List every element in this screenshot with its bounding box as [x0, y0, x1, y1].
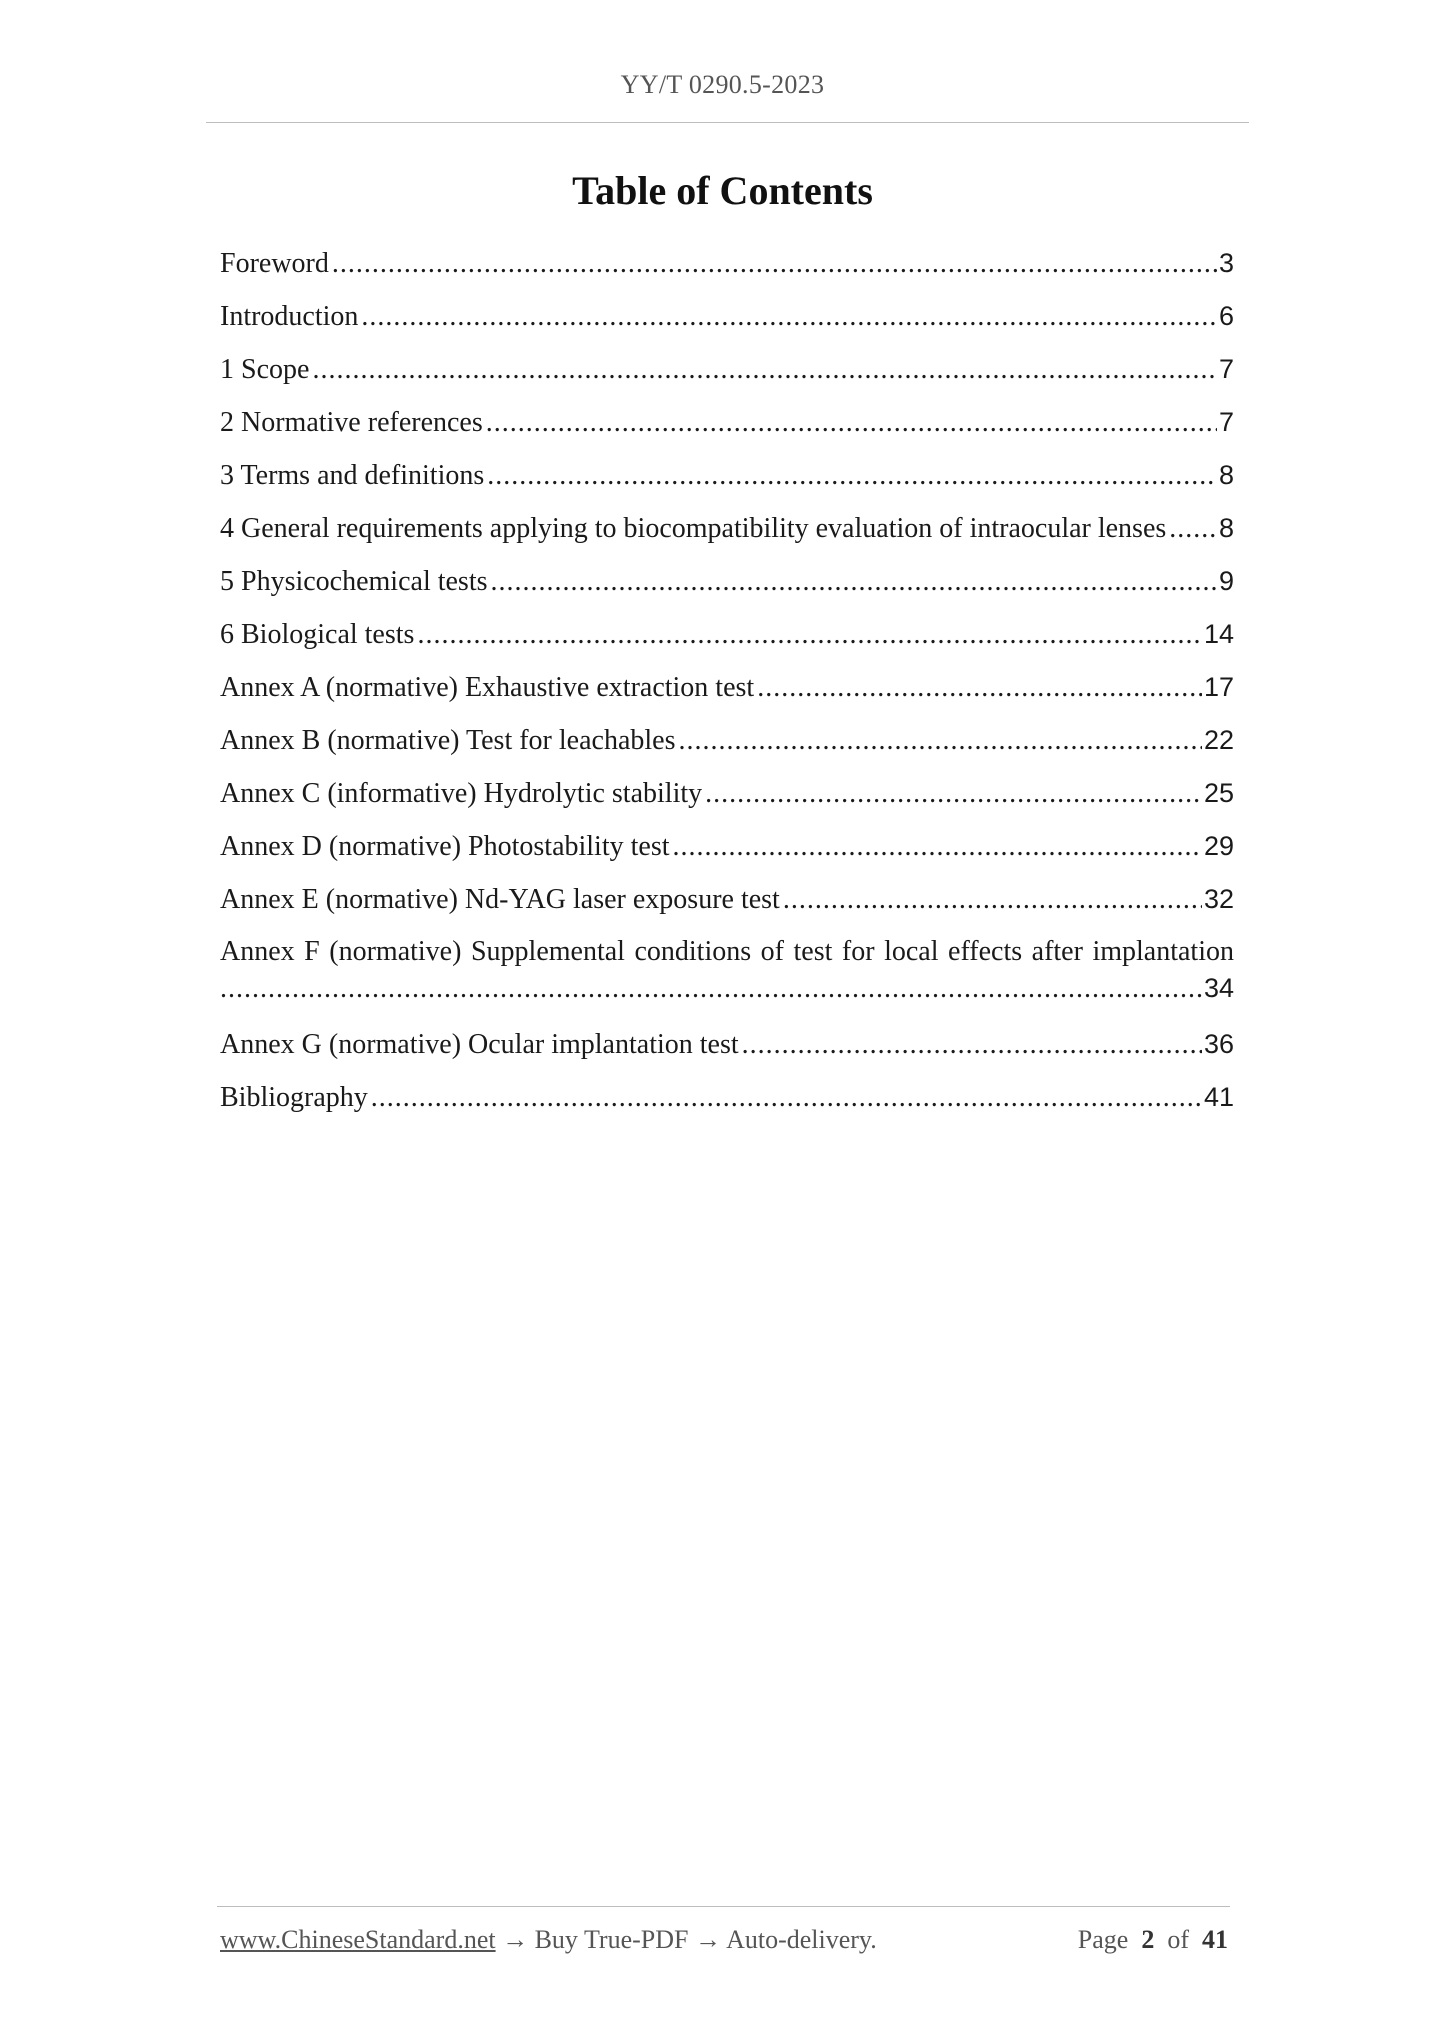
- dot-leader: [361, 299, 1217, 335]
- of-word: of: [1167, 1925, 1189, 1954]
- toc-entry-page: 7: [1218, 407, 1234, 437]
- dot-leader: [371, 1080, 1202, 1116]
- toc-entry-continuation: [220, 970, 1234, 1007]
- toc-entry-scope[interactable]: [220, 351, 1234, 404]
- toc-entry-page: 25: [1203, 778, 1234, 808]
- toc-entry-label: Annex G (normative) Ocular implantation test: [220, 1029, 739, 1060]
- toc-entry-annex-a[interactable]: [220, 669, 1234, 722]
- toc-entry-page: 36: [1203, 1029, 1234, 1059]
- toc-entry-label: 2 Normative references: [220, 407, 483, 438]
- toc-entry-page: 8: [1218, 513, 1234, 543]
- toc-entry-foreword[interactable]: [220, 245, 1234, 298]
- dot-leader: [678, 723, 1201, 759]
- toc-entry-label: 3 Terms and definitions: [220, 460, 485, 491]
- toc-entry-annex-b[interactable]: [220, 722, 1234, 775]
- toc-entry-page: 17: [1203, 672, 1234, 702]
- arrow-right-icon: →: [502, 1925, 529, 1954]
- dot-leader: [312, 352, 1217, 388]
- dot-leader: [783, 882, 1202, 918]
- dot-leader: [487, 458, 1217, 494]
- current-page-number: 2: [1141, 1925, 1155, 1954]
- dot-leader: [491, 564, 1217, 600]
- toc-entry-label: Annex C (informative) Hydrolytic stability: [220, 778, 703, 809]
- auto-delivery-text: Auto-delivery.: [726, 1925, 877, 1954]
- buy-true-pdf-text: Buy True-PDF: [534, 1925, 689, 1954]
- toc-entry-label: Annex A (normative) Exhaustive extraction test: [220, 672, 755, 703]
- toc-entry-page: 41: [1203, 1082, 1234, 1112]
- toc-entry-label: Annex D (normative) Photostability test: [220, 831, 670, 862]
- toc-entry-label: Annex B (normative) Test for leachables: [220, 725, 676, 756]
- toc-entry-introduction[interactable]: [220, 298, 1234, 351]
- toc-entry-label: Annex F (normative) Supplemental conditions of test for local effects after implantation: [220, 936, 1234, 967]
- toc-entry-annex-f[interactable]: [220, 934, 1234, 1026]
- toc-entry-general-requirements[interactable]: [220, 510, 1234, 563]
- dot-leader: [673, 829, 1202, 865]
- dot-leader: [757, 670, 1202, 706]
- footer-promo: [220, 1925, 877, 1955]
- toc-entry-page: 8: [1218, 460, 1234, 490]
- page-footer: [220, 1925, 1228, 1955]
- toc-entry-label: 1 Scope: [220, 354, 310, 385]
- toc-entry-label: 4 General requirements applying to biocompatibility evaluation of intraocular lenses: [220, 513, 1167, 544]
- toc-entry-page: 7: [1218, 354, 1234, 384]
- toc-entry-annex-d[interactable]: [220, 828, 1234, 881]
- header-divider: [206, 122, 1249, 123]
- toc-entry-bibliography[interactable]: [220, 1079, 1234, 1132]
- toc-entry-page: 6: [1218, 301, 1234, 331]
- dot-leader: [742, 1027, 1202, 1063]
- total-pages-number: 41: [1202, 1925, 1228, 1954]
- dot-leader: [1169, 511, 1217, 547]
- page-number: [1078, 1925, 1228, 1955]
- arrow-right-icon: →: [695, 1925, 721, 1954]
- toc-entry-page: 3: [1218, 248, 1234, 278]
- toc-entry-annex-g[interactable]: [220, 1026, 1234, 1079]
- toc-entry-label: 6 Biological tests: [220, 619, 415, 650]
- dot-leader: [417, 617, 1202, 653]
- document-code-header: YY/T 0290.5-2023: [620, 70, 825, 99]
- toc-entry-physicochemical-tests[interactable]: [220, 563, 1234, 616]
- footer-divider: [217, 1906, 1230, 1907]
- toc-entry-label: Bibliography: [220, 1082, 368, 1113]
- dot-leader: [332, 246, 1217, 282]
- toc-entry-terms-and-definitions[interactable]: [220, 457, 1234, 510]
- table-of-contents: [220, 245, 1234, 1132]
- dot-leader: [486, 405, 1217, 441]
- toc-entry-annex-e[interactable]: [220, 881, 1234, 934]
- toc-entry-label: Annex E (normative) Nd-YAG laser exposure test: [220, 884, 780, 915]
- toc-entry-label: Introduction: [220, 301, 359, 332]
- toc-heading: Table of Contents: [572, 168, 873, 213]
- toc-entry-annex-c[interactable]: [220, 775, 1234, 828]
- page-word: Page: [1077, 1925, 1129, 1954]
- toc-entry-label: 5 Physicochemical tests: [220, 566, 488, 597]
- website-link[interactable]: www.ChineseStandard.net: [220, 1925, 496, 1954]
- dot-leader: [220, 971, 1202, 1007]
- toc-entry-page: 32: [1203, 884, 1234, 914]
- toc-entry-page: 34: [1203, 973, 1234, 1003]
- toc-entry-page: 22: [1203, 725, 1234, 755]
- toc-entry-normative-references[interactable]: [220, 404, 1234, 457]
- toc-entry-page: 9: [1218, 566, 1234, 596]
- toc-entry-page: 29: [1203, 831, 1234, 861]
- toc-entry-label: Foreword: [220, 248, 329, 279]
- dot-leader: [705, 776, 1202, 812]
- toc-entry-biological-tests[interactable]: [220, 616, 1234, 669]
- toc-entry-page: 14: [1203, 619, 1234, 649]
